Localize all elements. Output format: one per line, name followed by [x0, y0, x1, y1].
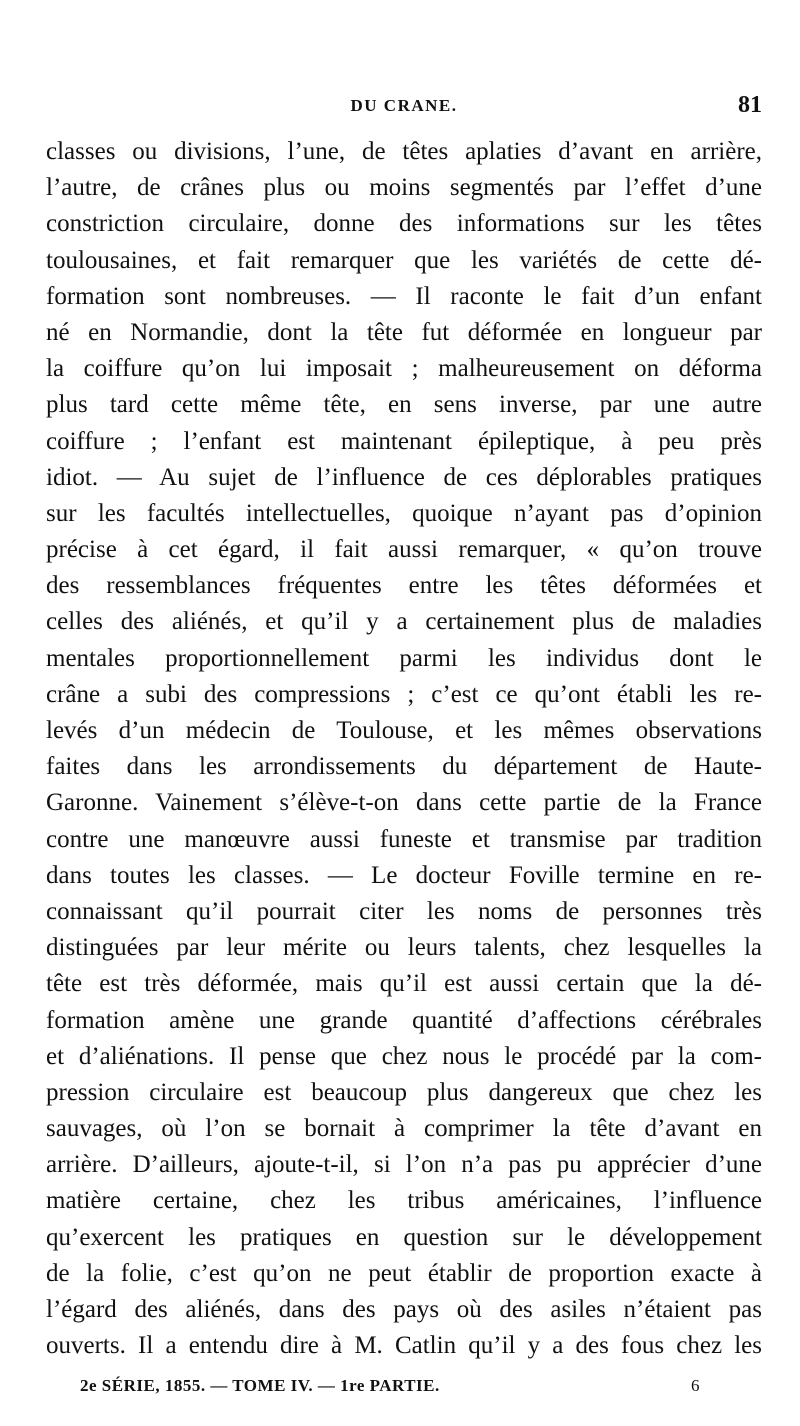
text-line: pression circulaire est beaucoup plus dangereux que chez les [46, 1078, 762, 1106]
text-line: sur les facultés intellectuelles, quoique n’ayant pas d’opinion [46, 499, 762, 527]
text-line: de la folie, c’est qu’on ne peut établir de proportion exacte à [46, 1259, 762, 1287]
text-line: arrière. D’ailleurs, ajoute-t-il, si l’on n’a pas pu apprécier d’une [46, 1151, 762, 1179]
text-line: qu’exercent les pratiques en question sur le développement [46, 1223, 762, 1251]
sheet-number: 6 [691, 1376, 700, 1395]
text-line: contre une manœuvre aussi funeste et transmise par tradition [46, 825, 762, 853]
text-line: faites dans les arrondissements du département de Haute- [46, 753, 762, 781]
text-line: distinguées par leur mérite ou leurs talents, chez lesquelles la [46, 934, 762, 962]
text-line: et d’aliénations. Il pense que chez nous le procédé par la com- [46, 1042, 762, 1070]
text-line: tête est très déformée, mais qu’il est aussi certain que la dé- [46, 970, 762, 998]
text-line: classes ou divisions, l’une, de têtes aplaties d’avant en arrière, [46, 138, 762, 165]
text-line: l’égard des aliénés, dans des pays où des asiles n’étaient pas [46, 1296, 762, 1323]
text-line: celles des aliénés, et qu’il y a certainement plus de maladies [46, 608, 762, 636]
text-line: coiffure ; l’enfant est maintenant épileptique, à peu près [46, 427, 762, 455]
page-footer [80, 1376, 700, 1406]
text-line: plus tard cette même tête, en sens inverse, par une autre [46, 391, 762, 419]
text-line: connaissant qu’il pourrait citer les noms de personnes très [46, 897, 762, 925]
text-line: levés d’un médecin de Toulouse, et les mêmes observations [46, 717, 762, 744]
text-line: formation sont nombreuses. — Il raconte le fait d’un enfant [46, 282, 762, 310]
text-line: ouverts. Il a entendu dire à M. Catlin qu’il y a des fous chez les [46, 1332, 762, 1360]
text-line: des ressemblances fréquentes entre les têtes déformées et [46, 572, 762, 600]
text-line: toulousaines, et fait remarquer que les variétés de cette dé- [46, 246, 762, 274]
text-line: précise à cet égard, il fait aussi remarquer, « qu’on trouve [46, 536, 762, 564]
text-line: né en Normandie, dont la tête fut déformée en longueur par [46, 318, 762, 346]
text-line: formation amène une grande quantité d’affections cérébrales [46, 1006, 762, 1034]
printer-signature: 2e SÉRIE, 1855. — TOME IV. — 1re PARTIE. [80, 1376, 440, 1395]
text-line: crâne a subi des compressions ; c’est ce qu’ont établi les re- [46, 680, 762, 708]
running-title: DU CRANE. [350, 96, 458, 115]
page-number: 81 [738, 92, 762, 118]
text-line: l’autre, de crânes plus ou moins segmentés par l’effet d’une [46, 174, 762, 202]
text-line: mentales proportionnellement parmi les individus dont le [46, 644, 762, 672]
text-line: constriction circulaire, donne des informations sur les têtes [46, 210, 762, 238]
text-line: dans toutes les classes. — Le docteur Foville termine en re- [46, 861, 762, 889]
text-line: Garonne. Vainement s’élève-t-on dans cette partie de la France [46, 789, 762, 817]
text-line: matière certaine, chez les tribus américaines, l’influence [46, 1187, 762, 1215]
body-text [46, 134, 762, 1364]
text-line: sauvages, où l’on se bornait à comprimer la tête d’avant en [46, 1115, 762, 1143]
page-header [46, 92, 762, 126]
text-line: idiot. — Au sujet de l’influence de ces déplorables pratiques [46, 463, 762, 491]
text-line: la coiffure qu’on lui imposait ; malheureusement on déforma [46, 355, 762, 383]
